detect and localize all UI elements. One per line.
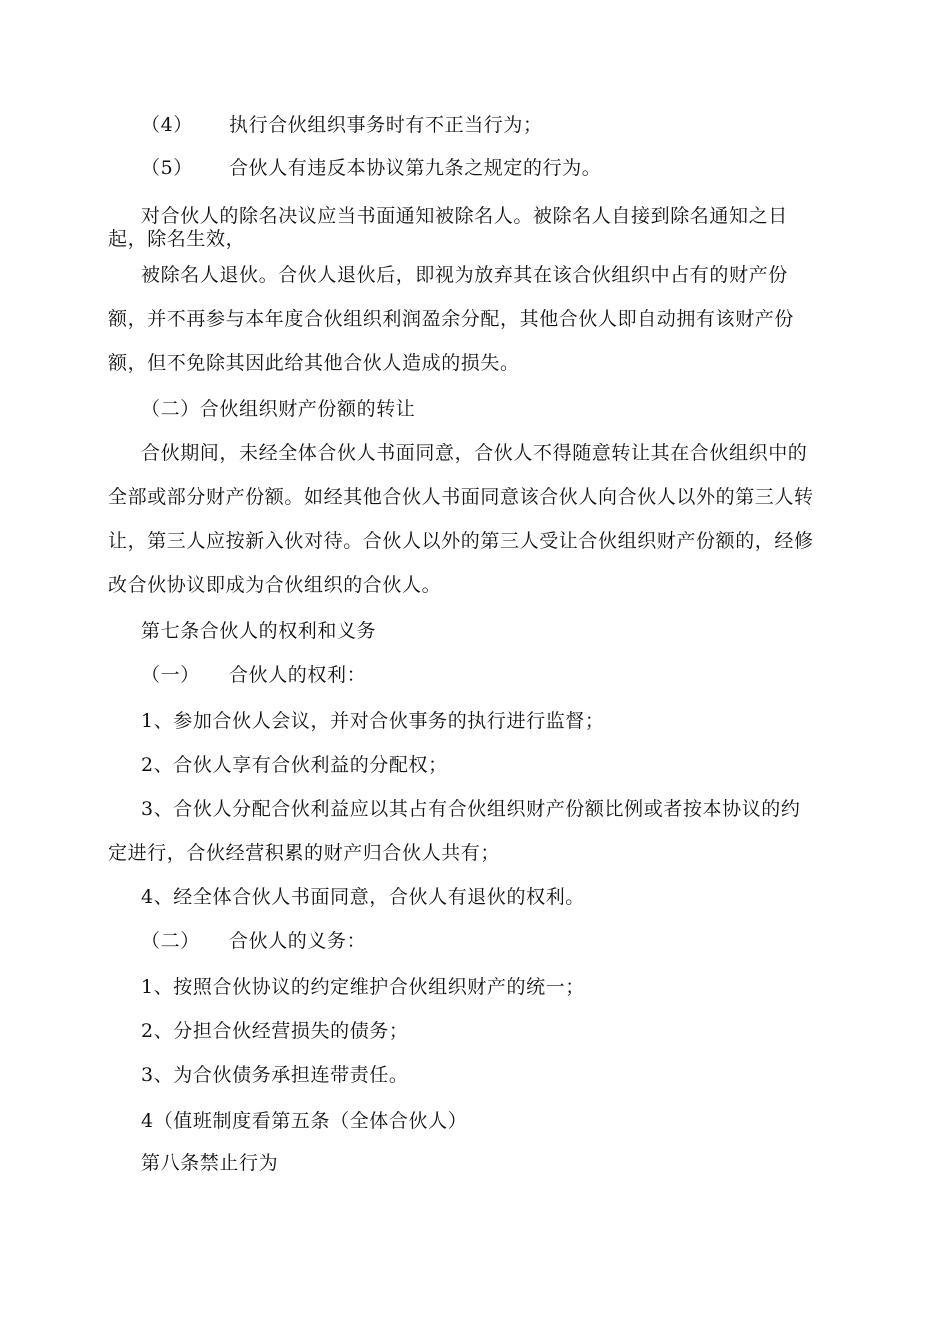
paragraph-line: 额，并不再参与本年度合伙组织利润盈余分配，其他合伙人即自动拥有该财产份 (108, 308, 795, 330)
paragraph-line: 3、合伙人分配合伙利益应以其占有合伙组织财产份额比例或者按本协议的约 (141, 798, 801, 820)
list-item (141, 155, 601, 181)
item-number: （5） (141, 157, 193, 179)
paragraph-line: 被除名人退伙。合伙人退伙后，即视为放弃其在该合伙组织中占有的财产份 (141, 264, 788, 286)
paragraph-line: 额，但不免除其因此给其他合伙人造成的损失。 (108, 352, 520, 374)
list-item: 2、分担合伙经营损失的债务； (141, 1020, 409, 1042)
paragraph-line: 合伙期间，未经全体合伙人书面同意，合伙人不得随意转让其在合伙组织中的 (141, 442, 808, 464)
item-number: （一） (141, 664, 200, 686)
list-item (141, 928, 366, 954)
list-item: 4（值班制度看第五条（全体合伙人） (141, 1110, 468, 1132)
item-number: （二） (141, 930, 200, 952)
paragraph-line: 起，除名生效， (108, 228, 246, 250)
item-number: （4） (141, 114, 193, 136)
item-text: 合伙人的义务： (229, 930, 367, 952)
list-item: 4、经全体合伙人书面同意，合伙人有退伙的权利。 (141, 886, 585, 908)
item-text: 合伙人的权利： (229, 664, 367, 686)
list-item: 1、按照合伙协议的约定维护合伙组织财产的统一； (141, 976, 585, 998)
paragraph-line: 定进行，合伙经营积累的财产归合伙人共有； (108, 842, 501, 864)
list-item (141, 112, 543, 138)
paragraph-line: 改合伙协议即成为合伙组织的合伙人。 (108, 574, 442, 596)
list-item: 2、合伙人享有合伙利益的分配权； (141, 754, 448, 776)
paragraph-line: 让，第三人应按新入伙对待。合伙人以外的第三人受让合伙组织财产份额的，经修 (108, 530, 814, 552)
section-heading: （二）合伙组织财产份额的转让 (141, 398, 416, 420)
list-item: 3、为合伙债务承担连带责任。 (141, 1064, 409, 1086)
article-heading: 第八条禁止行为 (141, 1152, 279, 1174)
paragraph-line: 对合伙人的除名决议应当书面通知被除名人。被除名人自接到除名通知之日 (141, 205, 788, 227)
paragraph-line: 全部或部分财产份额。如经其他合伙人书面同意该合伙人向合伙人以外的第三人转 (108, 486, 814, 508)
item-text: 执行合伙组织事务时有不正当行为； (229, 114, 543, 136)
list-item: 1、参加合伙人会议，并对合伙事务的执行进行监督； (141, 710, 605, 732)
item-text: 合伙人有违反本协议第九条之规定的行为。 (229, 157, 602, 179)
article-heading: 第七条合伙人的权利和义务 (141, 620, 377, 642)
list-item (141, 662, 366, 688)
